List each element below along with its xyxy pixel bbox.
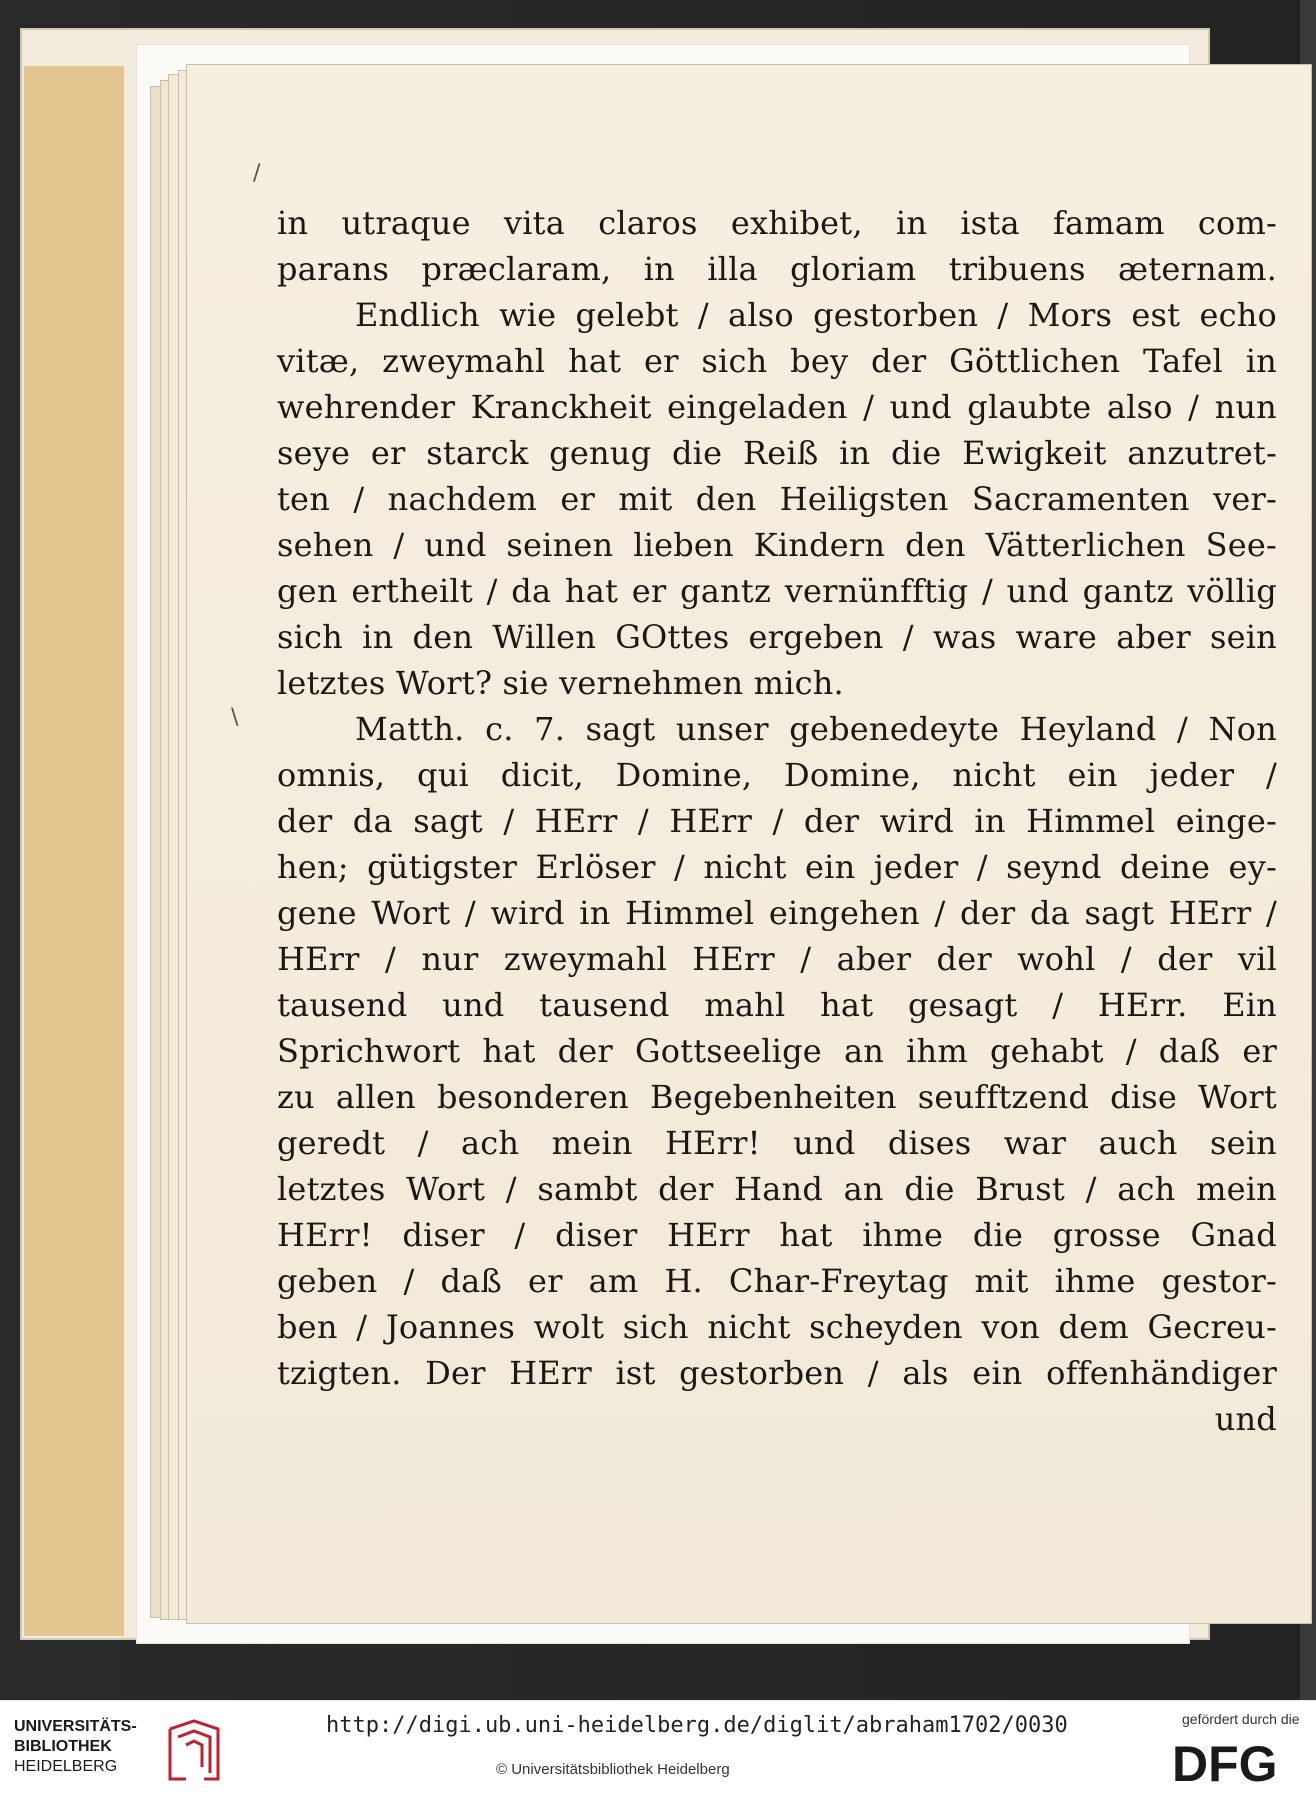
library-name-line: BIBLIOTHEK — [14, 1738, 112, 1755]
text-line: sich in den Willen GOttes ergeben / was ware aber sein — [277, 618, 1277, 656]
library-name-line: UNIVERSITÄTS- — [14, 1718, 137, 1735]
text-line: wehrender Kranckheit eingeladen / und glaubte also / nun — [277, 388, 1277, 426]
text-line: omnis, qui dicit, Domine, Domine, nicht ein jeder / — [277, 756, 1277, 794]
tan-backing-strip — [24, 66, 124, 1636]
page-body-text — [277, 200, 1277, 1442]
text-line: hen; gütigster Erlöser / nicht ein jeder / seynd deine ey- — [277, 848, 1277, 886]
text-line: sehen / und seinen lieben Kindern den Vätterlichen See- — [277, 526, 1277, 564]
text-line: zu allen besonderen Begebenheiten seufftzend dise Wort — [277, 1078, 1277, 1116]
text-line: gene Wort / wird in Himmel eingehen / der da sagt HErr / — [277, 894, 1277, 932]
text-line: der da sagt / HErr / HErr / der wird in Himmel einge- — [277, 802, 1277, 840]
text-line: parans præclaram, in illa gloriam tribuens æternam. — [277, 250, 1277, 288]
text-line: geredt / ach mein HErr! und dises war auch sein — [277, 1124, 1277, 1162]
pencil-mark: \ — [231, 705, 239, 730]
text-line: seye er starck genug die Reiß in die Ewigkeit anzutret- — [277, 434, 1277, 472]
viewer-footer — [0, 1700, 1316, 1799]
text-line: HErr / nur zweymahl HErr / aber der wohl / der vil — [277, 940, 1277, 978]
text-line: Endlich wie gelebt / also gestorben / Mors est echo — [355, 296, 1277, 334]
text-line: letztes Wort? sie vernehmen mich. — [277, 664, 844, 702]
dfg-logo[interactable] — [1168, 1737, 1304, 1787]
library-emblem-icon — [164, 1717, 224, 1783]
text-line: vitæ, zweymahl hat er sich bey der Göttlichen Tafel in — [277, 342, 1277, 380]
text-line: tausend und tausend mahl hat gesagt / HErr. Ein — [277, 986, 1277, 1024]
permalink-url[interactable]: http://digi.ub.uni-heidelberg.de/diglit/abraham1702/0030 — [326, 1713, 1068, 1738]
library-logo[interactable] — [14, 1717, 274, 1787]
text-line: ten / nachdem er mit den Heiligsten Sacramenten ver- — [277, 480, 1277, 518]
text-line: gen ertheilt / da hat er gantz vernünfftig / und gantz völlig — [277, 572, 1277, 610]
text-line: HErr! diser / diser HErr hat ihme die grosse Gnad — [277, 1216, 1277, 1254]
text-line: Sprichwort hat der Gottseelige an ihm gehabt / daß er — [277, 1032, 1277, 1070]
dfg-logo-text: DFG — [1172, 1737, 1278, 1787]
catchword: und — [1214, 1400, 1277, 1438]
text-line: Matth. c. 7. sagt unser gebenedeyte Heyland / Non — [355, 710, 1277, 748]
text-line: tzigten. Der HErr ist gestorben / als ein offenhändiger — [277, 1354, 1277, 1392]
funding-note: gefördert durch die — [1182, 1711, 1300, 1727]
text-line: geben / daß er am H. Char-Freytag mit ihme gestor- — [277, 1262, 1277, 1300]
text-line: letztes Wort / sambt der Hand an die Brust / ach mein — [277, 1170, 1277, 1208]
pencil-mark: / — [253, 161, 261, 186]
library-name-line: HEIDELBERG — [14, 1758, 118, 1775]
text-line: in utraque vita claros exhibet, in ista famam com- — [277, 204, 1277, 242]
book-page — [186, 64, 1312, 1624]
copyright-notice: © Universitätsbibliothek Heidelberg — [496, 1761, 730, 1778]
text-line: ben / Joannes wolt sich nicht scheyden von dem Gecreu- — [277, 1308, 1277, 1346]
library-name — [14, 1717, 137, 1777]
